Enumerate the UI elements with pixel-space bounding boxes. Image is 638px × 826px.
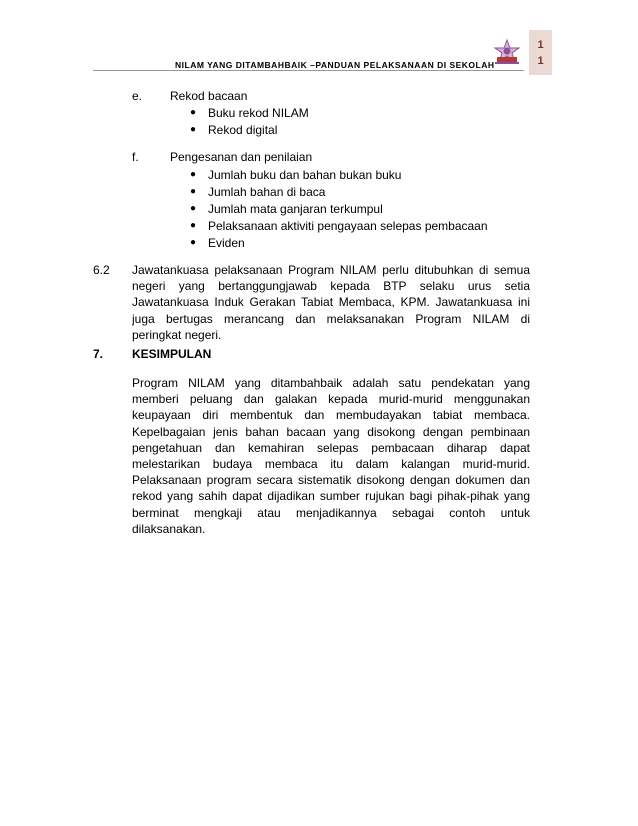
bullet-icon: ●	[190, 237, 197, 248]
section-6-2-paragraph	[132, 262, 530, 343]
list-item: Jumlah bahan di baca	[208, 185, 326, 199]
paragraph-line: juga bertugas merancang dan melaksanakan Program NILAM di	[132, 311, 530, 326]
paragraph-line: berminat mengkaji atau menjadikannya sebagai contoh untuk	[132, 505, 530, 520]
list-item: Eviden	[208, 236, 245, 250]
list-item: Rekod digital	[208, 123, 278, 137]
list-item: Buku rekod NILAM	[208, 106, 309, 120]
section-f-marker: f.	[132, 150, 139, 164]
section-7-paragraph	[132, 375, 530, 537]
paragraph-line: dilaksanakan.	[132, 521, 206, 536]
section-heading: KESIMPULAN	[132, 347, 212, 361]
section-number: 7.	[93, 347, 104, 361]
bullet-icon: ●	[190, 107, 197, 118]
list-item: Jumlah mata ganjaran terkumpul	[208, 202, 383, 216]
section-number: 6.2	[93, 263, 110, 277]
paragraph-line: melestarikan budaya membaca itu dalam kalangan murid-murid.	[132, 456, 530, 471]
nilam-logo-icon	[492, 38, 522, 66]
list-item: Jumlah buku dan bahan bukan buku	[208, 168, 402, 182]
section-e-marker: e.	[132, 89, 143, 103]
paragraph-line: peringkat negeri.	[132, 327, 222, 342]
paragraph-line: rekod yang sahih dapat dijadikan sumber rujukan bagi pihak-pihak yang	[132, 489, 530, 504]
header-divider	[93, 70, 524, 71]
bullet-icon: ●	[190, 203, 197, 214]
paragraph-line: Jawatankuasa Induk Gerakan Tabiat Membaca, KPM. Jawatankuasa ini	[132, 295, 530, 310]
page-number-digit: 1	[537, 38, 544, 51]
paragraph-line: Program NILAM yang ditambahbaik adalah satu pendekatan yang	[132, 376, 530, 390]
section-f-heading: Pengesanan dan penilaian	[170, 150, 313, 164]
nilam-logo	[492, 38, 522, 66]
page-number-badge	[529, 30, 552, 75]
paragraph-line: Kepelbagaian jenis bahan bacaan yang disokong dengan pembinaan	[132, 424, 530, 439]
bullet-icon: ●	[190, 169, 197, 180]
bullet-icon: ●	[190, 220, 197, 231]
running-header-title: NILAM YANG DITAMBAHBAIK –PANDUAN PELAKSANAAN DI SEKOLAH	[175, 60, 495, 70]
page-number-digit: 1	[537, 54, 544, 67]
paragraph-line: negeri yang bertanggungjawab kepada BTP selaku urus setia	[132, 279, 530, 294]
section-e-heading: Rekod bacaan	[170, 89, 248, 103]
paragraph-line: Pelaksanaan program secara sistematik disokong dengan dokumen dan	[132, 473, 530, 488]
paragraph-line: keupayaan diri membentuk dan membudayakan tabiat membaca.	[132, 408, 530, 423]
bullet-icon: ●	[190, 186, 197, 197]
list-item: Pelaksanaan aktiviti pengayaan selepas pembacaan	[208, 219, 488, 233]
paragraph-line: pengetahuan dan kemahiran selepas pembacaan diharap dapat	[132, 440, 530, 455]
paragraph-line: Jawatankuasa pelaksanaan Program NILAM perlu ditubuhkan di semua	[132, 263, 530, 277]
bullet-icon: ●	[190, 124, 197, 135]
paragraph-line: memberi peluang dan galakan kepada murid-murid menggunakan	[132, 392, 530, 407]
